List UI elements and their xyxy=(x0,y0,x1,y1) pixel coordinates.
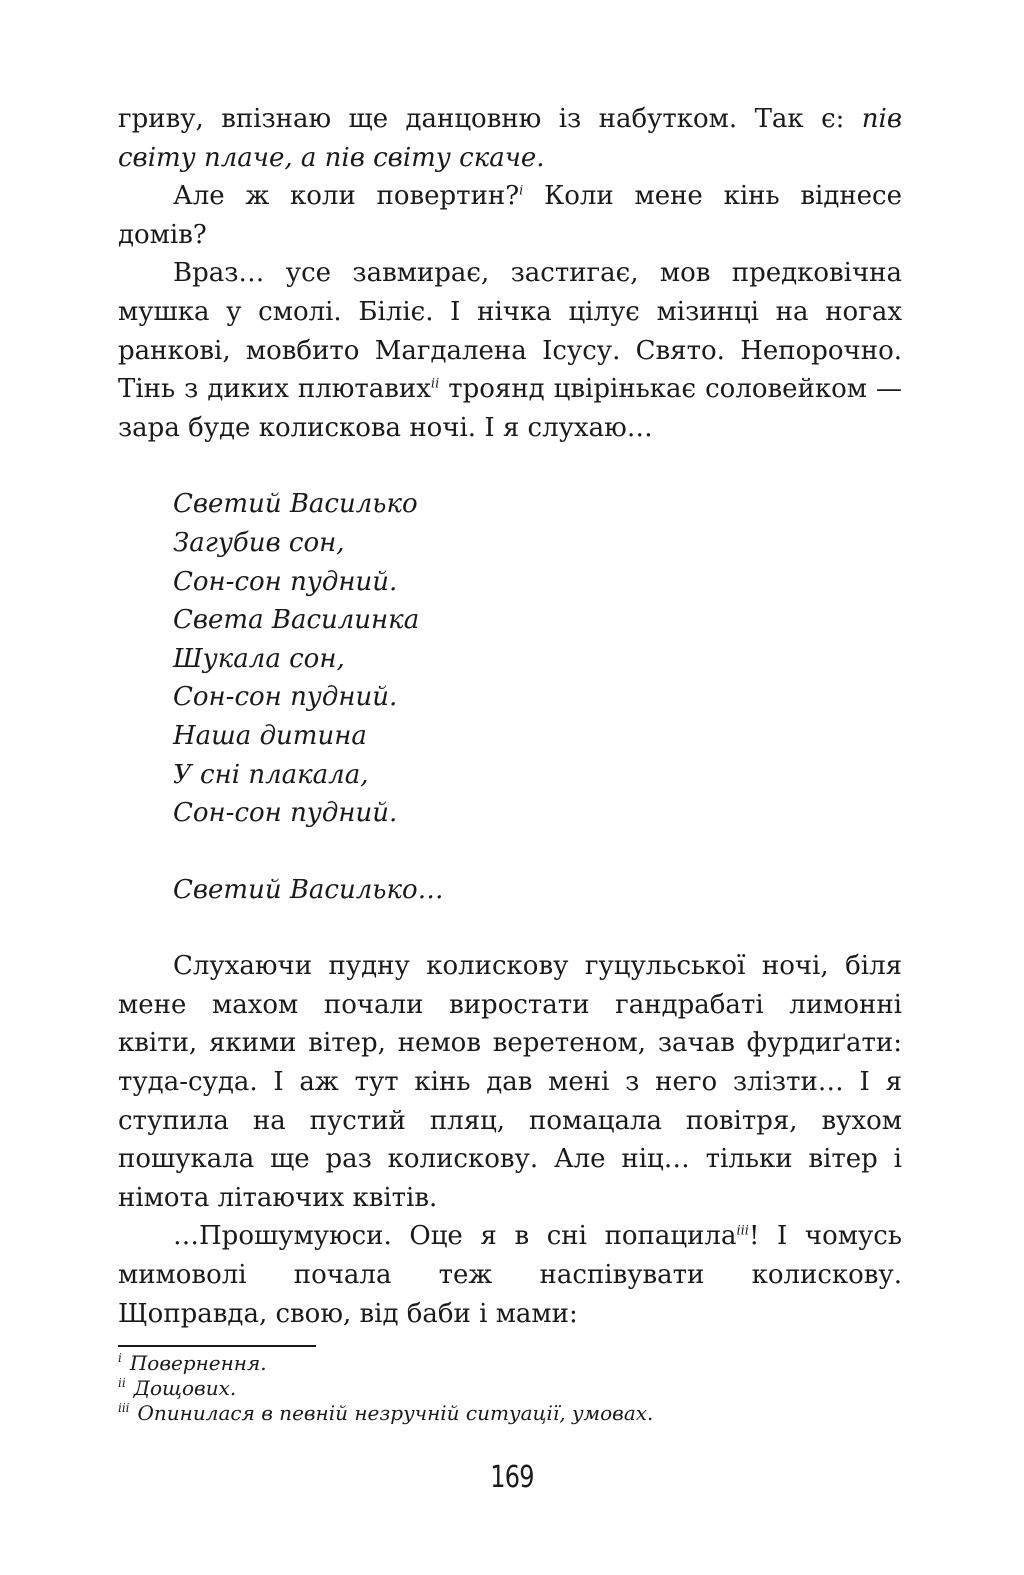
footnote-3 xyxy=(118,1401,902,1426)
paragraph-2-rest: Коли мене кінь віднесе домів? xyxy=(118,181,902,250)
paragraph-1-proverb: пів світу плаче, а пів світу скаче. xyxy=(118,104,902,173)
paragraph-4: Слухаючи пудну колискову гуцульської ночі, біля мене махом почали виростати гандрабаті лимонні квіти, якими вітер, немов веретеном, зачав фурдиґати: туда-суда. І аж тут кінь дав мені з него злізти… І я ступила на пустий пляц, помацала повітря, вухом пошукала ще раз колискову. Але ніц… тільки вітер і німота літаючих квітів. xyxy=(118,951,902,1213)
footnote-mark: i xyxy=(118,1351,122,1366)
lullaby-verse xyxy=(173,485,902,832)
verse-line: Наша дитина xyxy=(173,720,367,751)
footnote-2 xyxy=(118,1376,902,1401)
verse-line: У сні плакала, xyxy=(173,759,369,790)
paragraph-5 xyxy=(118,1217,902,1333)
footnote-ref-2[interactable]: ii xyxy=(430,376,440,392)
verse-line: Загубив сон, xyxy=(173,527,345,558)
footnotes xyxy=(118,1345,902,1426)
footnote-text: Повернення. xyxy=(129,1351,267,1375)
footnote-1 xyxy=(118,1351,902,1376)
paragraph-2 xyxy=(118,177,902,254)
footnote-mark: ii xyxy=(118,1376,126,1391)
footnote-text: Опинилася в певній незручній ситуації, умовах. xyxy=(137,1401,654,1425)
footnote-divider xyxy=(118,1345,316,1347)
footnote-text: Дощових. xyxy=(133,1376,237,1400)
verse-line: Светий Василько xyxy=(173,489,418,520)
page-body xyxy=(118,100,902,1333)
verse-line: Сон-сон пудний. xyxy=(173,566,398,597)
paragraph-2-text: Але ж коли повертин? xyxy=(173,181,520,212)
paragraph-1-text: гриву, впізнаю ще данцовню із набутком. Так є: xyxy=(118,104,862,134)
paragraph-1 xyxy=(118,100,902,177)
verse-line: Шукала сон, xyxy=(173,643,345,674)
footnote-ref-3[interactable]: iii xyxy=(736,1223,749,1239)
footnote-ref-1[interactable]: i xyxy=(519,183,524,199)
verse-line: Сон-сон пудний. xyxy=(173,682,398,713)
verse-line: Сон-сон пудний. xyxy=(173,798,398,829)
paragraph-3 xyxy=(118,254,902,447)
paragraph-3-text: Враз… усе завмирає, застигає, мов предковічна мушка у смолі. Біліє. І нічка цілує мізинці на ногах ранкові, мовбито Магдалена Ісусу. Свято. Непорочно. Тінь з диких плютавих xyxy=(118,258,902,405)
verse-line: Света Василинка xyxy=(173,605,420,636)
paragraph-3-rest: троянд цвірінькає соловейком — зара буде колискова ночі. І я слухаю… xyxy=(118,374,902,443)
footnote-mark: iii xyxy=(118,1401,130,1416)
page-number: 169 xyxy=(490,1460,534,1495)
paragraph-5-text: …Прошумуюси. Оце я в сні попацила xyxy=(173,1221,737,1252)
paragraph-5-rest: ! І чомусь мимоволі почала теж наспівувати колискову. Щоправда, свою, від баби і мами: xyxy=(118,1221,902,1329)
verse-tail: Светий Василько… xyxy=(173,874,444,905)
